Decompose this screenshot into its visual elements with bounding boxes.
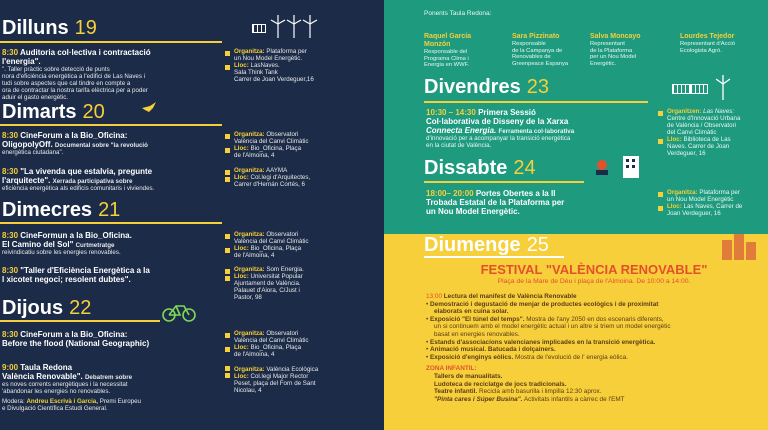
bullet-square	[225, 177, 230, 182]
yellow-section	[384, 234, 768, 430]
solar-panel-icon	[672, 84, 690, 94]
bullet-square	[225, 366, 230, 371]
event-dijous-1-meta: Organitza: Observatori València del Canvi Climàtic Lloc: Bio_Oficina, Plaça de l'Almoina, 4	[234, 330, 309, 358]
event-dimecres-2: 8:30 "Taller d'Eficiència Energètica a la l xicotet negoci; resolent dubtes".	[2, 266, 150, 284]
day-heading-dissabte: Dissabte 24	[424, 157, 536, 179]
event-dissabte-meta: Organitza: Plataforma per un Nou Model Energètic Lloc: Las Naves, Carrer de Joan Verdeguer, 16	[667, 189, 743, 217]
bullet-square	[658, 192, 663, 197]
event-dilluns-1: 8:30 Auditoria col·lectiva i contractació l'energia". ". Taller pràctic sobre detecció de punts nora d'eficiència energètica a l'edifici de Las Naves i tudi sobre aspectes que cal tindre en compte a ora de contractar la nostra tarifa elèctrica per a poder aduir el gasto energètic.	[2, 48, 151, 101]
ponent-3: Salva Moncayo Representant de la Plataforma per un Nou Model Energètic.	[590, 33, 641, 67]
day-heading-dilluns: Dilluns 19	[2, 17, 97, 39]
event-dissabte: 18:00– 20:00 Portes Obertes a la II Trobada Estatal de la Plataforma per un Nou Model Energètic.	[426, 189, 565, 216]
ponent-1: Raquel García Monzón Responsable del Programa Clima i Energia en WWF.	[424, 33, 472, 68]
divider	[0, 222, 222, 224]
event-dijous-2-meta: Organitza: València Ecològica Lloc: Col.legi Major Rector Peset, plaça del Forn de Sant Nicolau, 4	[234, 366, 319, 394]
divider	[0, 124, 222, 126]
day-heading-dimarts: Dimarts 20	[2, 101, 105, 123]
event-dimarts-1-meta: Organitza: Observatori València del Canvi Climàtic Lloc: Bio_Oficina, Plaça de l'Almoina, 4	[234, 131, 309, 159]
day-heading-dijous: Dijous 22	[2, 297, 92, 319]
bullet-square	[225, 333, 230, 338]
event-dimecres-2-meta: Organitza: Som Energia. Lloc: Universitat Popular Ajuntament de València. Palauet d'Aiora, C/Just i Pastor, 98	[234, 266, 304, 301]
divider	[424, 256, 564, 258]
bullet-square	[658, 111, 663, 116]
ponent-4: Lourdes Tejedor Representant d'Acció Ecologista Agró.	[680, 33, 735, 54]
bullet-square	[225, 373, 230, 378]
event-dilluns-1-meta: Organitza: Plataforma per un Nou Model Energètic. Lloc: LasNaves. Sala Think Tank Carrer de Joan Verdeguer,16	[234, 48, 314, 83]
day-heading-diumenge: Diumenge 25	[424, 234, 549, 256]
bullet-square	[225, 65, 230, 70]
green-section	[384, 0, 768, 234]
wind-turbine-icon	[714, 74, 732, 100]
solar-oven-icon	[592, 157, 612, 177]
bullet-square	[225, 276, 230, 281]
divider	[0, 41, 222, 43]
bullet-square	[225, 248, 230, 253]
event-divendres: 10:30 – 14:30 Primera Sessió Col·laborativa de Disseny de la Xarxa Connecta Energia. Ferramenta col·laborativa d'innovació per a acompanyar la transició energètica en la ciutat de València.	[426, 108, 575, 149]
bicycle-icon	[162, 300, 196, 322]
zona-label: ZONA INFANTIL:	[426, 365, 477, 373]
festival-program: 13:00 Lectura del manifest de València Renovable • Demostració i degustació de menjar de productes ecològics i de proximitat elaborats en cuina solar. • Exposició "El túnel del temps". Mostra de l'any 2050 en dos escenaris diferents, un si continuem amb el model energètic actual i un altre si triem un model energètic basat en energies renovables. • Estands d'associacions valencianes implicades en la transició energètica. • Animació musical. Batucada i dolçainers. • Exposició d'enginys eòlics. Mostra de l'evolució de l' energia eòlica. ZONA INFANTIL: Tallers de manualitats. Ludoteca de reciclatge de jocs tradicionals. Teatre infantil. Recicla amb basurilla i limpilla 12:30 aprox. "Pinta cares i Súper Busina". Activitats infantils a càrrec de l'EMT	[426, 293, 671, 403]
day-heading-divendres: Divendres 23	[424, 76, 549, 98]
event-divendres-meta: Organitzen: Las Naves: Centre d'Innovació Urbana de València / Observatori del Canvi Climàtic Lloc: Biblioteca de Las Naves. Carrer de Joan Verdeguer, 16	[667, 108, 741, 157]
right-panel	[384, 0, 768, 430]
ponents-label: Ponents Taula Redona:	[424, 10, 492, 17]
divider	[0, 320, 160, 322]
bullet-square	[225, 347, 230, 352]
event-dimarts-1: 8:30 CineForum a la Bio_Oficina: OligopolyOff. Documental sobre "la revolució energètica ciutadana".	[2, 131, 148, 156]
bullet-square	[658, 206, 663, 211]
wind-turbine-icon	[270, 14, 318, 38]
cityscape-icon	[718, 230, 768, 260]
bullet-square	[225, 234, 230, 239]
hummingbird-icon	[140, 100, 158, 118]
festival-title: FESTIVAL "VALÈNCIA RENOVABLE"	[480, 262, 708, 277]
event-dijous-2: 9:00 Taula Redona València Renovable". Debatrem sobre es noves corrents energètiques i la necessitat 'abandonar les energies no renovables. Modera: Andreu Escrivà i Garcia, Premi Europeu e Divulgació Científica Estudi General.	[2, 363, 141, 412]
event-dijous-1: 8:30 CineForum a la Bio_Oficina: Before the flood (National Geographic)	[2, 330, 150, 348]
event-dimarts-2-meta: Organitza: AAYMA Lloc: Col.legi d'Arquitectes, Carrer d'Hernán Cortés, 6	[234, 167, 311, 188]
bullet-square	[225, 170, 230, 175]
event-dimecres-1-meta: Organitza: Observatori València del Canvi Climàtic Lloc: Bio_Oficina, Plaça de l'Almoina, 4	[234, 231, 309, 259]
divider	[424, 101, 648, 103]
event-dimarts-2: 8:30 "La vivenda que estalvia, pregunte l'arquitecte". Xerrada participativa sobre eficiència energètica als edificis comunitaris i viviendes.	[2, 167, 155, 192]
cityscape-icon	[620, 152, 642, 178]
solar-panel-icon	[690, 84, 708, 94]
divider	[424, 181, 584, 183]
bullet-square	[225, 51, 230, 56]
event-dimecres-1: 8:30 CineFormun a la Bio_Oficina. El Camino del Sol" Curtmetratge reivindicatiu sobre les energies renovables.	[2, 231, 132, 256]
ponent-2: Sara Pizzinato Responsable de la Campanya de Renovables de Greenpeace Espanya	[512, 33, 569, 67]
bullet-square	[225, 148, 230, 153]
day-heading-dimecres: Dimecres 21	[2, 199, 121, 221]
festival-subtitle: Plaça de la Mare de Déu i plaça de l'Almoina. De 10:00 a 14:00.	[497, 278, 691, 285]
bullet-square	[658, 139, 663, 144]
solar-panel-icon	[252, 24, 266, 33]
bullet-square	[225, 134, 230, 139]
bullet-square	[225, 269, 230, 274]
